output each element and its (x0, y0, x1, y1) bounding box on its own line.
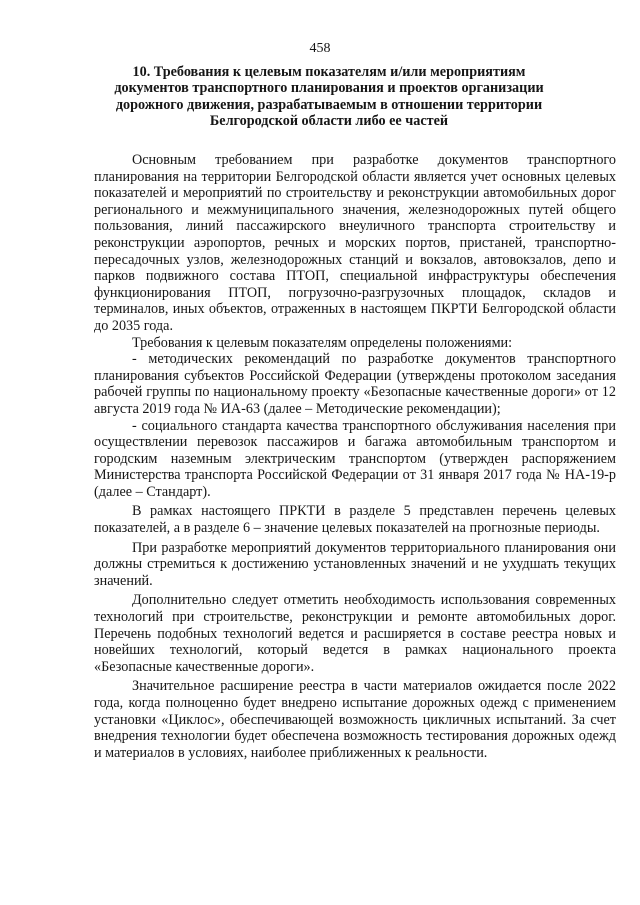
section-heading: 10. Требования к целевым показателям и/или мероприятиям документов транспортного планирования и проектов организации дорожного движения, разрабатываемым в отношении территории Белгородской области либо ее частей (114, 64, 544, 130)
paragraph-social-standard: - социального стандарта качества транспортного обслуживания населения при осуществлении перевозок пассажиров и багажа автомобильным транспортом и городским наземным электрическим транспортом (утвержден распоряжением Министерства транспорта Российской Федерации от 31 января 2017 года № НА-19-р (далее – Стандарт). (94, 417, 616, 500)
paragraph-requirements-intro: Требования к целевым показателям определены положениями: (132, 334, 513, 351)
page-number: 458 (309, 41, 331, 56)
paragraph-main-requirement: Основным требованием при разработке документов транспортного планирования на территории Белгородской области является учет основных целевых показателей и мероприятий по строительству и реконструкции автомобильных дорог регионального и межмуниципального значения, железнодорожных путей общего пользования, линий пассажирского внеуличного транспорта строительству и реконструкции аэропортов, речных и морских портов, пристаней, транспортно-пересадочных узлов, железнодорожных станций и вокзалов, автовокзалов, депо и парков подвижного состава ПТОП, специальной инфраструктуры обеспечения функционирования ПТОП, погрузочно-разгрузочных площадок, складов и терминалов, иных объектов, отраженных в настоящем ПКРТИ Белгородской области до 2035 года. (94, 152, 616, 334)
body-text (94, 152, 616, 761)
paragraph-methodical-recommendations: - методических рекомендаций по разработке документов транспортного планирования субъектов Российской Федерации (утверждены протоколом заседания рабочей группы по национальному проекту «Безопасные качественные дороги» от 12 августа 2019 года № ИА-63 (далее – Методические рекомендации); (94, 351, 616, 417)
paragraph-sections-reference: В рамках настоящего ПРКТИ в разделе 5 представлен перечень целевых показателей, а в разделе 6 – значение целевых показателей на прогнозные периоды. (94, 503, 616, 537)
paragraph-modern-technologies: Дополнительно следует отметить необходимость использования современных технологий при строительстве, реконструкции и ремонте автомобильных дорог. Перечень подобных технологий ведется и расширяется в составе реестра новых и новейших технологий, который ведется в рамках национального проекта «Безопасные качественные дороги». (94, 592, 616, 675)
paragraph-planning-measures: При разработке мероприятий документов территориального планирования они должны стремиться к достижению установленных значений и не ухудшать текущих значений. (94, 539, 616, 589)
paragraph-registry-expansion: Значительное расширение реестра в части материалов ожидается после 2022 года, когда полноценно будет внедрено испытание дорожных одежд с применением установки «Циклос», обеспечивающей возможность цикличных испытаний. За счет внедрения технологии будет обеспечена возможность тестирования дорожных одежд и материалов в условиях, наиболее приближенных к реальности. (94, 678, 616, 761)
